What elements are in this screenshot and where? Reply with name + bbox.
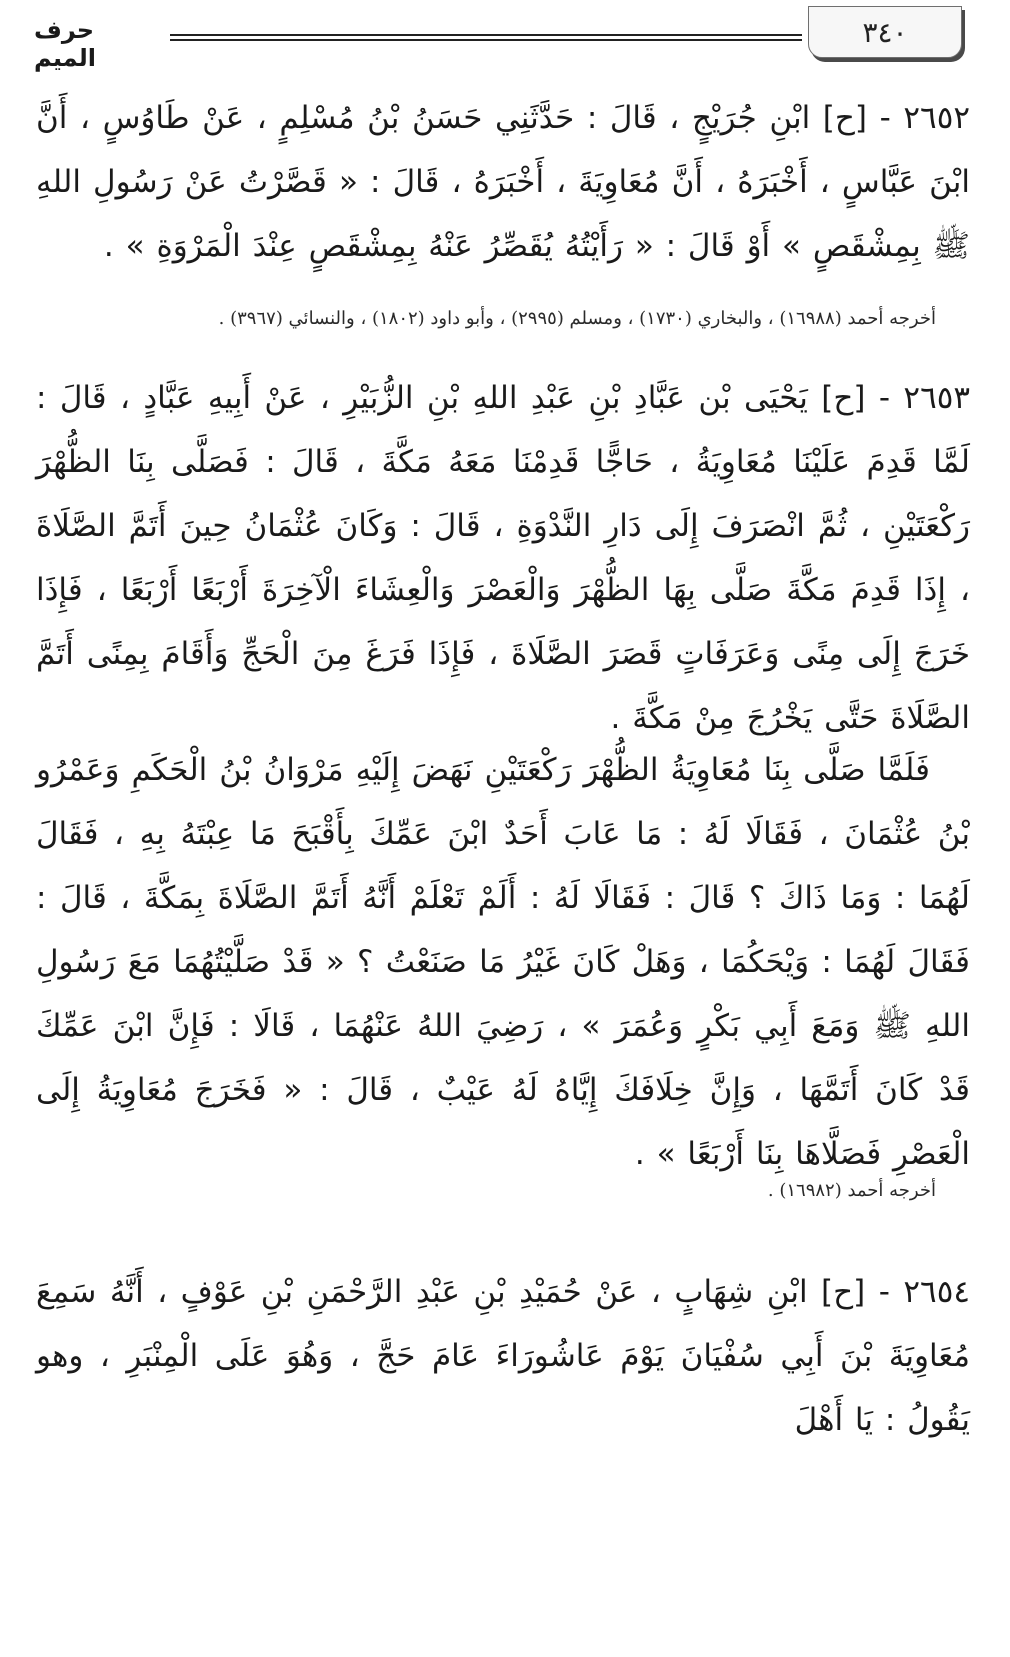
- chapter-title: حرف الميم: [34, 16, 96, 72]
- hadith-dash: -: [879, 100, 891, 136]
- hadith-dash: -: [878, 380, 891, 416]
- takhrij-2652: أخرجه أحمد (١٦٩٨٨) ، والبخاري (١٧٣٠) ، ومسلم (٢٩٩٥) ، وأبو داود (١٨٠٢) ، والنسائي (٣٩٦٧) .: [218, 308, 936, 329]
- page-number-tab: [808, 6, 962, 58]
- hadith-number: ٢٦٥٣: [903, 380, 971, 416]
- hadith-source-tag: [ح]: [822, 100, 867, 136]
- hadith-2653-continuation: فَلَمَّا صَلَّى بِنَا مُعَاوِيَةُ الظُّهْرَ رَكْعَتَيْنِ نَهَضَ إِلَيْهِ مَرْوَانُ بْنُ الْحَكَمِ وَعَمْرُو بْنُ عُثْمَانَ ، فَقَالَا لَهُ : مَا عَابَ أَحَدٌ ابْنَ عَمِّكَ بِأَقْبَحَ مَا عِبْتَهُ بِهِ ، فَقَالَ لَهُمَا : وَمَا ذَاكَ ؟ قَالَ : فَقَالَا لَهُ : أَلَمْ تَعْلَمْ أَنَّهُ أَتَمَّ الصَّلَاةَ بِمَكَّةَ ، قَالَ : فَقَالَ لَهُمَا : وَيْحَكُمَا ، وَهَلْ كَانَ غَيْرُ مَا صَنَعْتُ ؟ « قَدْ صَلَّيْتُهُمَا مَعَ رَسُولِ اللهِ ﷺ وَمَعَ أَبِي بَكْرٍ وَعُمَرَ » ، رَضِيَ اللهُ عَنْهُمَا ، قَالَا : فَإِنَّ ابْنَ عَمِّكَ قَدْ كَانَ أَتَمَّهَا ، وَإِنَّ خِلَافَكَ إِيَّاهُ لَهُ عَيْبٌ ، قَالَ : « فَخَرَجَ مُعَاوِيَةُ إِلَى الْعَصْرِ فَصَلَّاهَا بِنَا أَرْبَعًا » .: [36, 752, 970, 1172]
- hadith-text: ابْنِ جُرَيْجٍ ، قَالَ : حَدَّثَنِي حَسَنُ بْنُ مُسْلِمٍ ، عَنْ طَاوُسٍ ، أَنَّ ابْنَ عَبَّاسٍ ، أَخْبَرَهُ ، أَنَّ مُعَاوِيَةَ ، أَخْبَرَهُ ، قَالَ : « قَصَّرْتُ عَنْ رَسُولِ اللهِ ﷺ بِمِشْقَصٍ » أَوْ قَالَ : « رَأَيْتُهُ يُقَصِّرُ عَنْهُ بِمِشْقَصٍ عِنْدَ الْمَرْوَةِ » .: [36, 100, 970, 264]
- hadith-2654: [36, 1260, 970, 1452]
- hadith-number: ٢٦٥٢: [903, 100, 971, 136]
- page-number: ٣٤٠: [862, 15, 908, 49]
- hadith-number: ٢٦٥٤: [903, 1274, 971, 1310]
- hadith-source-tag: [ح]: [821, 1274, 866, 1310]
- hadith-text: ابْنِ شِهَابٍ ، عَنْ حُمَيْدِ بْنِ عَبْدِ الرَّحْمَنِ بْنِ عَوْفٍ ، أَنَّهُ سَمِعَ مُعَاوِيَةَ بْنَ أَبِي سُفْيَانَ يَوْمَ عَاشُورَاءَ عَامَ حَجَّ ، وَهُوَ عَلَى الْمِنْبَرِ ، وهو يَقُولُ : يَا أَهْلَ: [36, 1274, 970, 1438]
- header-double-rule: [170, 34, 802, 41]
- takhrij-2653: أخرجه أحمد (١٦٩٨٢) .: [767, 1180, 936, 1201]
- hadith-2653: [36, 366, 970, 750]
- hadith-source-tag: [ح]: [821, 380, 866, 416]
- hadith-2652: [36, 86, 970, 278]
- hadith-dash: -: [878, 1274, 890, 1310]
- hadith-text: يَحْيَى بْن عَبَّادِ بْنِ عَبْدِ اللهِ بْنِ الزُّبَيْرِ ، عَنْ أَبِيهِ عَبَّادٍ ، قَالَ : لَمَّا قَدِمَ عَلَيْنَا مُعَاوِيَةُ ، حَاجًّا قَدِمْنَا مَعَهُ مَكَّةَ ، قَالَ : فَصَلَّى بِنَا الظُّهْرَ رَكْعَتَيْنِ ، ثُمَّ انْصَرَفَ إِلَى دَارِ النَّدْوَةِ ، قَالَ : وَكَانَ عُثْمَانُ حِينَ أَتَمَّ الصَّلَاةَ ، إِذَا قَدِمَ مَكَّةَ صَلَّى بِهَا الظُّهْرَ وَالْعَصْرَ وَالْعِشَاءَ الْآخِرَةَ أَرْبَعًا أَرْبَعًا ، فَإِذَا خَرَجَ إِلَى مِنًى وَعَرَفَاتٍ قَصَرَ الصَّلَاةَ ، فَإِذَا فَرَغَ مِنَ الْحَجِّ وَأَقَامَ بِمِنًى أَتَمَّ الصَّلَاةَ حَتَّى يَخْرُجَ مِنْ مَكَّةَ .: [36, 380, 970, 736]
